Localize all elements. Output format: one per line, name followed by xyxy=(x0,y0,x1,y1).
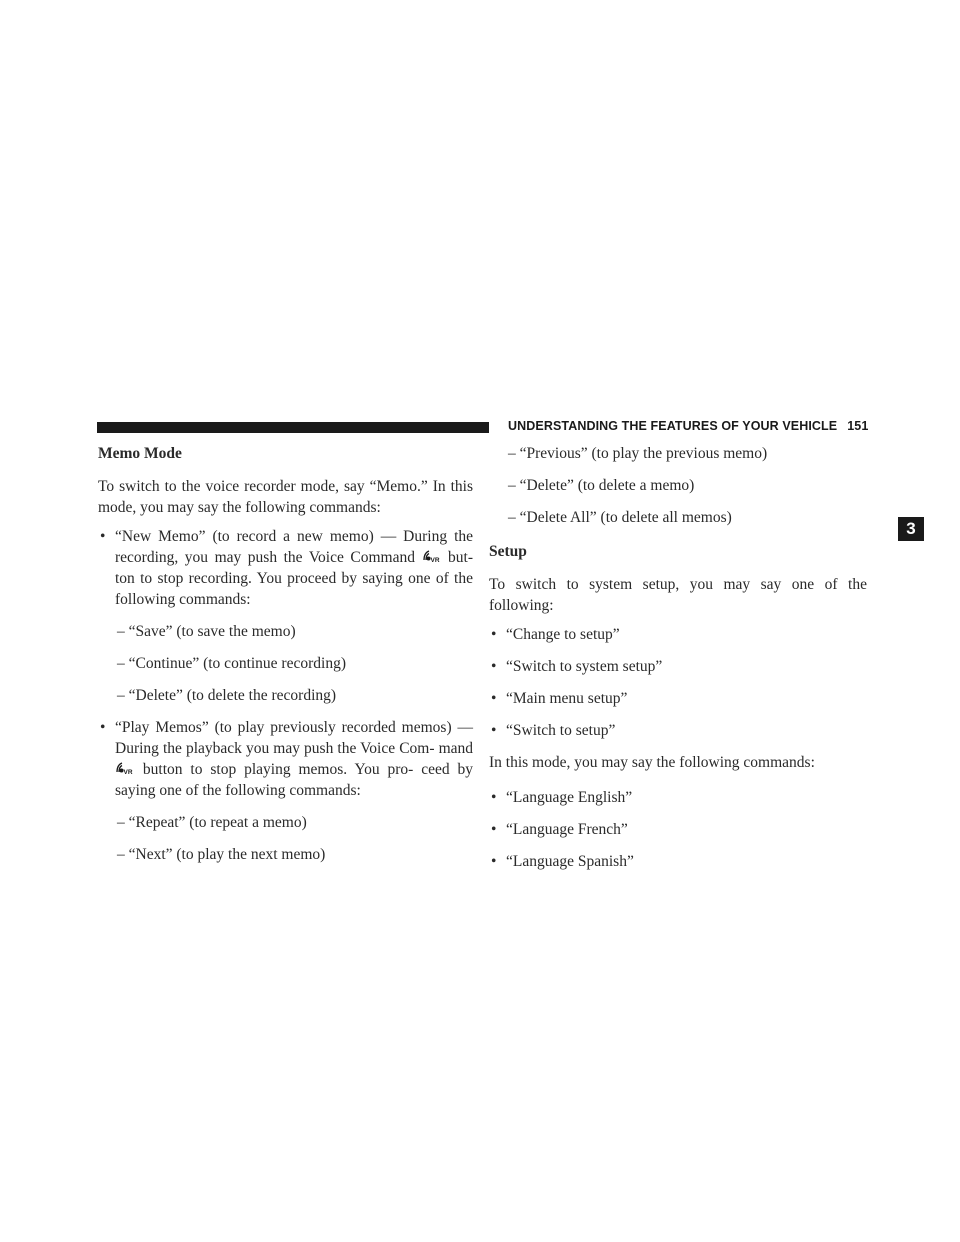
bullet-dot: • xyxy=(491,789,497,806)
svg-text:VR: VR xyxy=(430,557,440,563)
sub-item-previous: – “Previous” (to play the previous memo) xyxy=(508,445,768,462)
memo-intro: To switch to the voice recorder mode, say “Memo.” In this mode, you may say the following commands: xyxy=(98,478,473,516)
sub-item-delete-all: – “Delete All” (to delete all memos) xyxy=(508,509,732,526)
bullet-language-english xyxy=(489,787,867,808)
running-header xyxy=(508,419,868,433)
bullet-dot: • xyxy=(491,821,497,838)
setup-intro: To switch to system setup, you may say one of the following: xyxy=(489,576,867,614)
bullet-new-memo-text-b: but- ton to stop recording. You proceed by saying one of the following commands: xyxy=(115,549,474,608)
page-number: 151 xyxy=(847,419,869,433)
bullet-dot: • xyxy=(100,528,106,545)
setup-heading: Setup xyxy=(489,543,527,560)
bullet-dot: • xyxy=(491,690,497,707)
bullet-dot: • xyxy=(491,658,497,675)
sub-item-repeat: – “Repeat” (to repeat a memo) xyxy=(117,814,307,831)
bullet-main-menu-setup xyxy=(489,688,867,709)
sub-item-continue: – “Continue” (to continue recording) xyxy=(117,655,346,672)
command-text: “Main menu setup” xyxy=(506,690,628,707)
chapter-tab: 3 xyxy=(898,517,924,541)
bullet-language-french xyxy=(489,819,867,840)
section-title: UNDERSTANDING THE FEATURES OF YOUR VEHICLE xyxy=(508,419,838,433)
right-column xyxy=(489,443,867,877)
bullet-change-to-setup xyxy=(489,624,867,645)
left-column xyxy=(98,443,473,870)
command-text: “Language Spanish” xyxy=(506,853,634,870)
command-text: “Switch to setup” xyxy=(506,722,616,739)
voice-command-icon xyxy=(422,549,442,563)
sub-item-next: – “Next” (to play the next memo) xyxy=(117,846,326,863)
sub-item-delete-memo: – “Delete” (to delete a memo) xyxy=(508,477,695,494)
command-text: “Change to setup” xyxy=(506,626,620,643)
command-text: “Language English” xyxy=(506,789,633,806)
voice-command-icon xyxy=(115,761,135,775)
bullet-dot: • xyxy=(491,853,497,870)
command-text: “Switch to system setup” xyxy=(506,658,663,675)
bullet-switch-to-system-setup xyxy=(489,656,867,677)
command-text: “Language French” xyxy=(506,821,628,838)
header-rule xyxy=(97,422,489,433)
setup-mode-intro: In this mode, you may say the following commands: xyxy=(489,754,815,771)
bullet-play-memos-text-b: button to stop playing memos. You pro- ceed by saying one of the following commands: xyxy=(115,761,474,799)
bullet-new-memo-text-a: “New Memo” (to record a new memo) — During the recording, you may push the Voice Command xyxy=(115,528,473,566)
bullet-switch-to-setup xyxy=(489,720,867,741)
memo-mode-heading: Memo Mode xyxy=(98,445,182,462)
bullet-dot: • xyxy=(491,626,497,643)
bullet-play-memos xyxy=(98,717,473,801)
bullet-new-memo xyxy=(98,526,473,610)
svg-text:VR: VR xyxy=(123,769,133,775)
bullet-dot: • xyxy=(491,722,497,739)
bullet-play-memos-text-a: “Play Memos” (to play previously recorded memos) — During the playback you may push the Voice Com- mand xyxy=(115,719,473,757)
sub-item-delete-recording: – “Delete” (to delete the recording) xyxy=(117,687,337,704)
sub-item-save: – “Save” (to save the memo) xyxy=(117,623,296,640)
bullet-dot: • xyxy=(100,719,106,736)
bullet-language-spanish xyxy=(489,851,867,872)
